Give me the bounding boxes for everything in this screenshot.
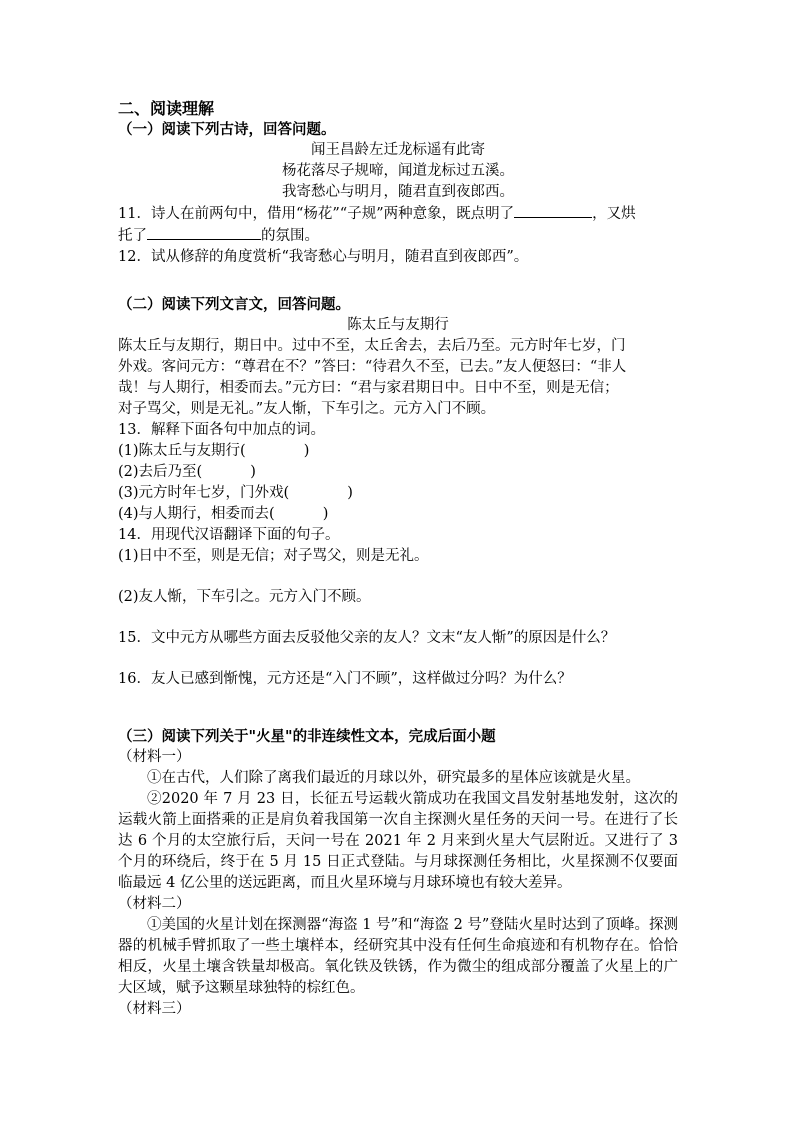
q14-item-2: (2)友人惭，下车引之。元方入门不顾。 — [118, 589, 371, 605]
spacer — [118, 690, 678, 726]
q11-text-d: 的氛围。 — [261, 228, 319, 244]
question-13: 13．解释下面各句中加点的词。 — [118, 422, 325, 438]
q13-item-3 — [118, 483, 678, 504]
classical-line-3: 哉！与人期行，相委而去。”元方曰：“君与家君期日中。日中不至，则是无信； — [118, 380, 619, 396]
poem-title: 闻王昌龄左迁龙标遥有此寄 — [311, 142, 485, 158]
spacer — [118, 268, 678, 294]
classical-line-2: 外戏。客问元方：“尊君在不？”答曰：“待君久不至，已去。”友人便怒曰：“非人 — [118, 359, 627, 375]
question-11 — [118, 203, 678, 225]
q13-item-text: (1)陈太丘与友期行( — [118, 443, 246, 459]
material-1-label: （材料一） — [118, 749, 191, 765]
material-1-para-2: ②2020 年 7 月 23 日，长征五号运载火箭成功在我国文昌发射基地发射，这次的运载火箭上面搭乘的正是肩负着我国第一次自主探测火星任务的天问一号。在进行了长达 6 个月的太空旅行后，天问一号在 2021 年 2 月来到火星大气层附近。又进行了 3 个月的环绕后，终于在 5 月 15 日正式登陆。与月球探测任务相比，火星探测不仅要面临最远 4 亿公里的送远距离，而且火星环境与月球环境也有较大差异。 — [118, 791, 678, 891]
classical-line-4: 对子骂父，则是无礼。”友人惭，下车引之。元方入门不顾。 — [118, 401, 496, 417]
q11-text-b: ，又烘 — [592, 206, 636, 222]
spacer — [118, 608, 678, 628]
material-3-label: （材料三） — [118, 1001, 191, 1017]
q13-item-text: (3)元方时年七岁，门外戏( — [118, 485, 290, 501]
material-1-para-1: ①在古代，人们除了离我们最近的月球以外，研究最多的星体应该就是火星。 — [147, 770, 640, 786]
answer-blank-2[interactable] — [147, 225, 261, 240]
q11-text-a: 11．诗人在前两句中，借用“杨花”“子规”两种意象，既点明了 — [118, 206, 515, 222]
spacer — [118, 567, 678, 587]
close-paren: ) — [250, 464, 256, 480]
document-page — [118, 98, 678, 1020]
material-2-label: （材料二） — [118, 896, 191, 912]
q13-item-text: (4)与人期行，相委而去( — [118, 506, 275, 522]
part1-heading: （一）阅读下列古诗，回答问题。 — [118, 121, 336, 138]
classical-line-1: 陈太丘与友期行，期日中。过中不至，太丘舍去，去后乃至。元方时年七岁，门 — [118, 338, 626, 354]
part2-heading: （二）阅读下列文言文，回答问题。 — [118, 296, 350, 313]
q13-item-1 — [118, 441, 678, 462]
q13-item-4 — [118, 504, 678, 525]
q13-item-2 — [118, 462, 678, 483]
poem-line-2: 我寄愁心与明月，随君直到夜郎西。 — [282, 184, 514, 200]
spacer — [118, 649, 678, 669]
question-14: 14．用现代汉语翻译下面的句子。 — [118, 527, 340, 543]
poem-line-1: 杨花落尽子规啼，闻道龙标过五溪。 — [282, 163, 514, 179]
question-11-cont — [118, 225, 678, 247]
question-16: 16．友人已感到惭愧，元方还是“入门不顾”，这样做过分吗？为什么？ — [118, 671, 572, 687]
answer-blank-1[interactable] — [514, 203, 592, 218]
section-title: 二、阅读理解 — [118, 99, 215, 118]
q11-text-c: 托了 — [118, 228, 147, 244]
close-paren: ) — [347, 485, 353, 501]
question-15: 15．文中元方从哪些方面去反驳他父亲的友人？文末“友人惭”的原因是什么？ — [118, 630, 616, 646]
part3-heading: （三）阅读下列关于"火星"的非连续性文本，完成后面小题 — [118, 728, 496, 745]
material-2-para-1: ①美国的火星计划在探测器“海盗 1 号”和“海盗 2 号”登陆火星时达到了顶峰。探测器的机械手臂抓取了一些土壤样本，经研究其中没有任何生命痕迹和有机物存在。恰恰相反，火星土壤含铁量却极高。氧化铁及铁锈，作为微尘的组成部分覆盖了火星上的广大区域，赋予这颗星球独特的棕红色。 — [118, 917, 678, 996]
close-paren: ) — [303, 443, 310, 459]
q14-item-1: (1)日中不至，则是无信；对子骂父，则是无礼。 — [118, 548, 429, 564]
classical-title: 陈太丘与友期行 — [347, 317, 449, 333]
close-paren: ) — [322, 506, 329, 522]
question-12: 12．试从修辞的角度赏析“我寄愁心与明月，随君直到夜郎西”。 — [118, 249, 529, 265]
q13-item-text: (2)去后乃至( — [118, 464, 203, 480]
